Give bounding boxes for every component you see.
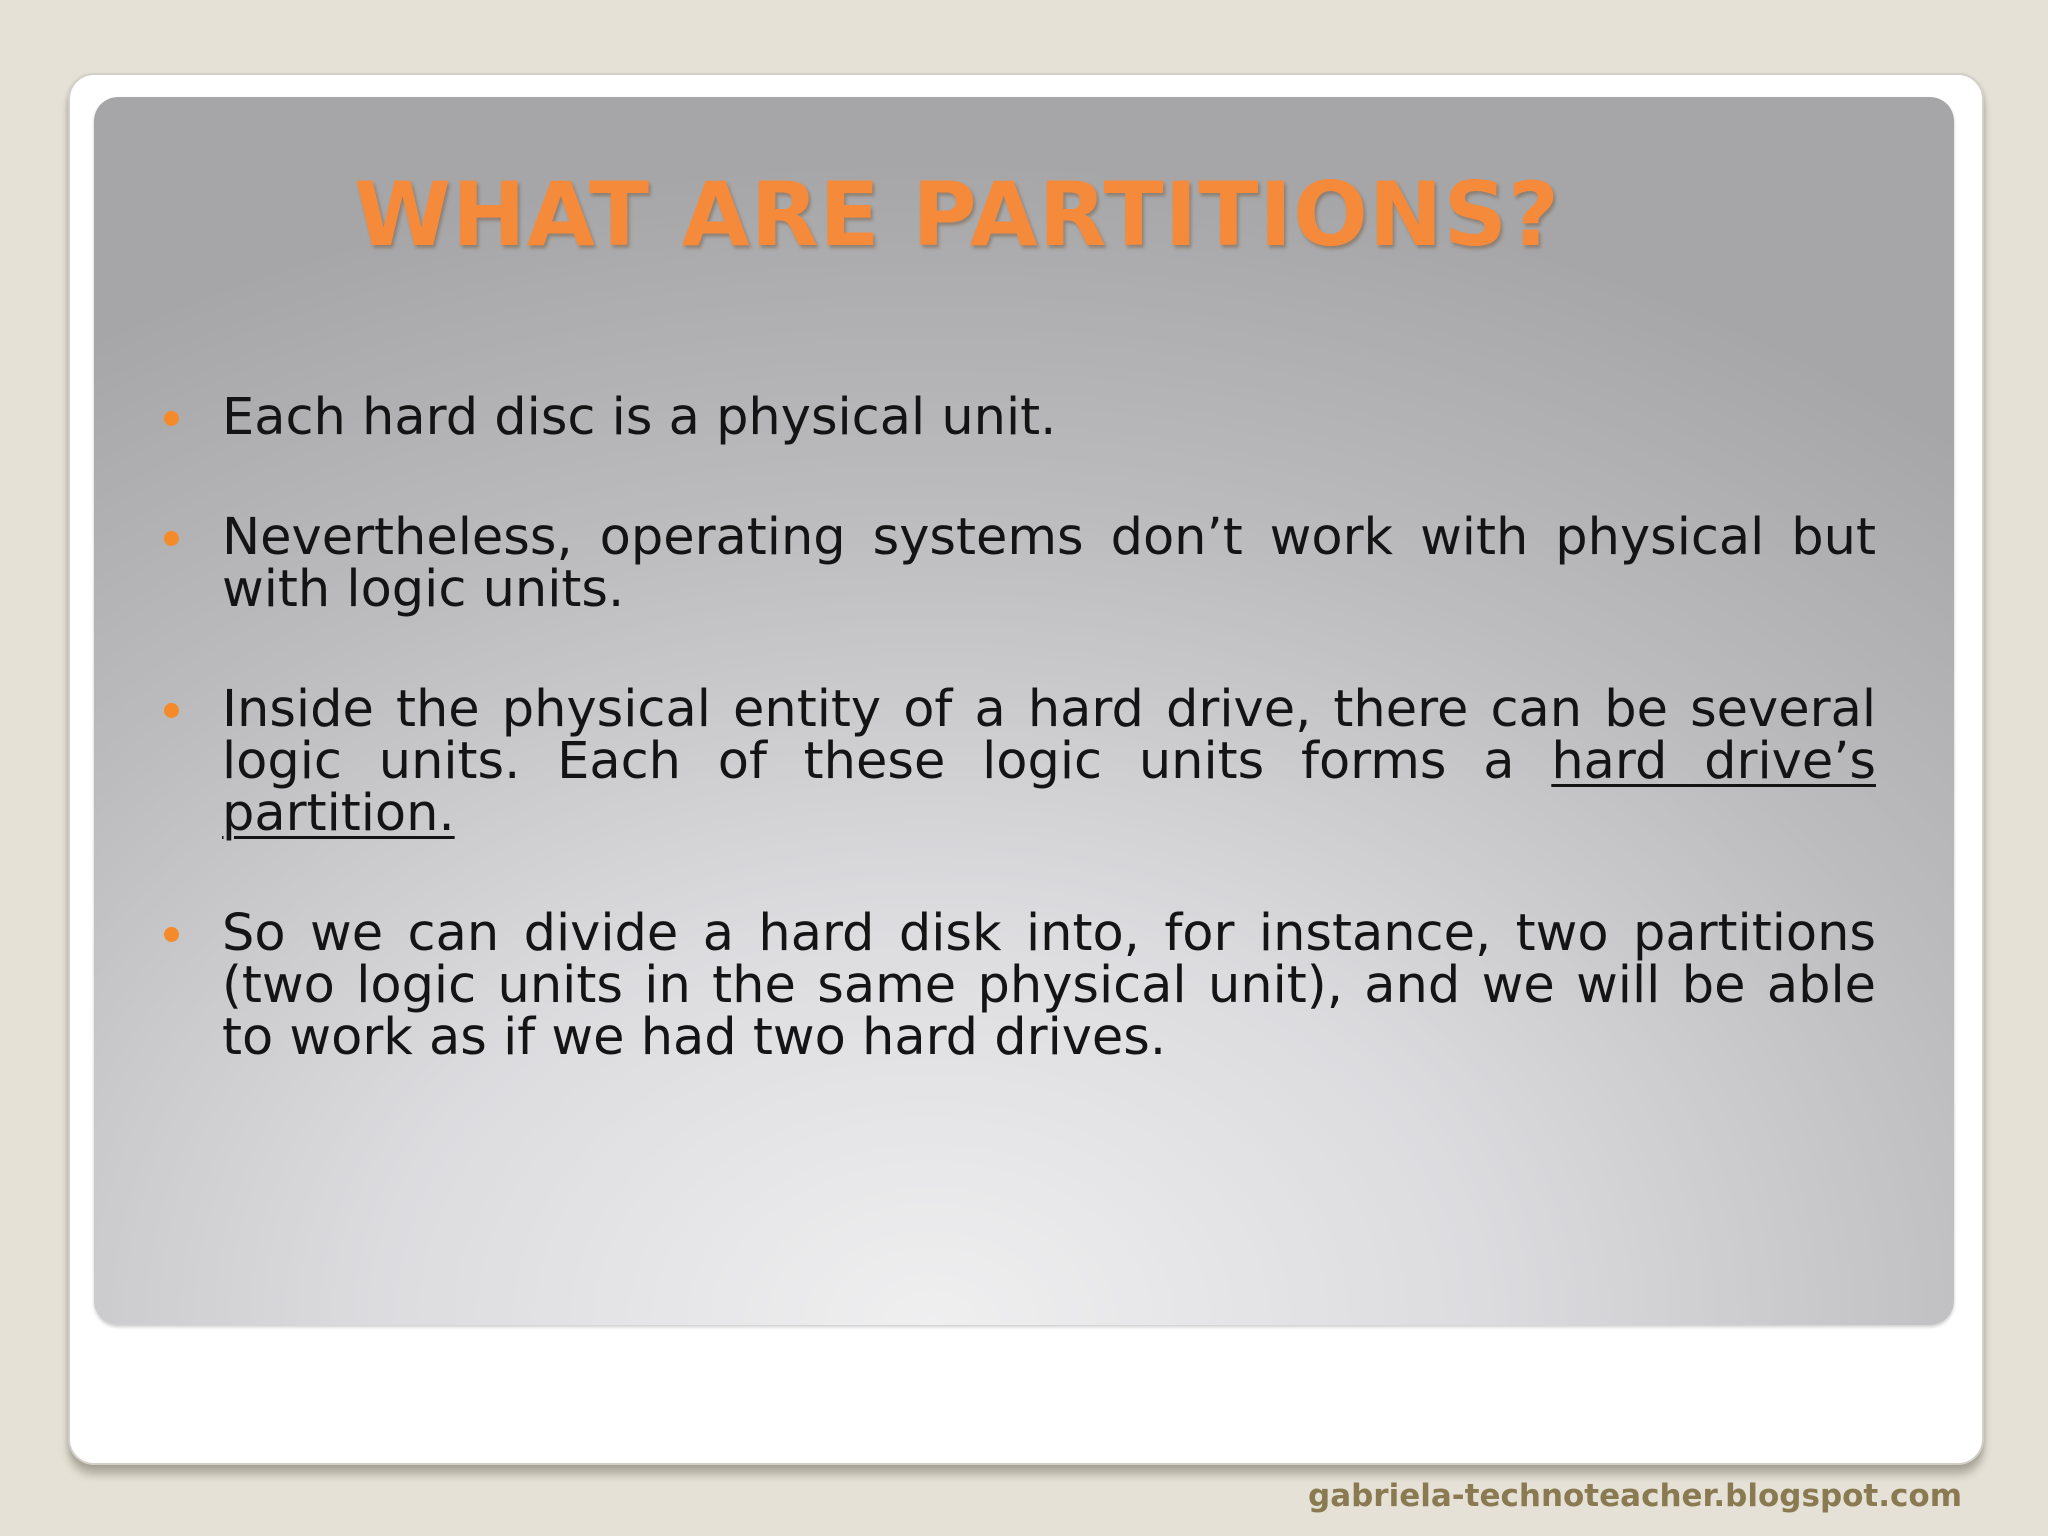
bullet-text: Each hard disc is a physical unit. (222, 388, 1057, 447)
bullet-dot-icon (164, 927, 179, 942)
bullet-item-divide-disk (222, 904, 1876, 1067)
bullet-text: Nevertheless, operating systems don’t work with physical but with logic units. (222, 508, 1876, 619)
bullet-list (222, 388, 1876, 1067)
bullet-text: So we can divide a hard disk into, for instance, two partitions (two logic units in the same physical unit), and we will be able to work as if we had two hard drives. (222, 904, 1876, 1067)
bullet-item-logic-units (222, 508, 1876, 619)
bullet-item-partition-definition (222, 680, 1876, 843)
bullet-dot-icon (164, 411, 179, 426)
bullet-dot-icon (164, 531, 179, 546)
slide-title: WHAT ARE PARTITIONS? (353, 163, 1561, 266)
bullet-dot-icon (164, 703, 179, 718)
partition-term: hard drive’s partition. (222, 732, 1876, 843)
footer-blog-url: gabriela-technoteacher.blogspot.com (1308, 1478, 1962, 1514)
bullet-text: Inside the physical entity of a hard drive, there can be several logic units. Each of these logic units forms a (222, 680, 1876, 791)
bullet-item-physical-unit (222, 388, 1876, 447)
